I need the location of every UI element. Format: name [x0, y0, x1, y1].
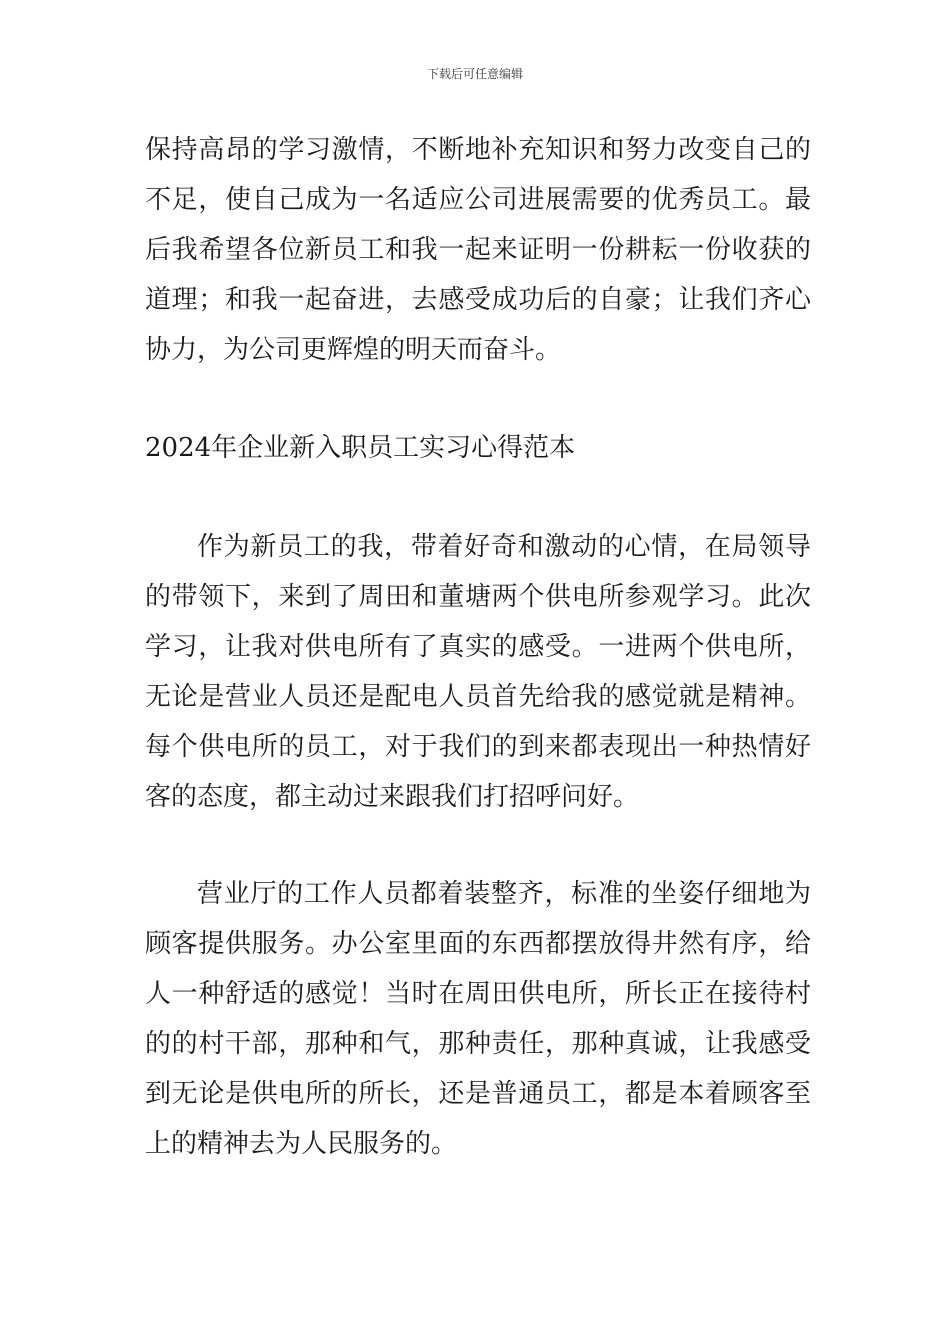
text-line: 每个供电所的员工，对于我们的到来都表现出一种热情好 [145, 732, 811, 762]
text-line: 不足，使自己成为一名适应公司进展需要的优秀员工。最 [145, 185, 811, 215]
page-header-note: 下载后可任意编辑 [426, 67, 523, 81]
text-line: 作为新员工的我，带着好奇和激动的心情，在局领导 [197, 532, 811, 562]
text-line: 道理；和我一起奋进，去感受成功后的自豪；让我们齐心 [145, 285, 811, 315]
text-line: 的带领下，来到了周田和董塘两个供电所参观学习。此次 [145, 582, 811, 612]
paragraph-service-hall [145, 869, 811, 1169]
text-line: 学习，让我对供电所有了真实的感受。一进两个供电所， [145, 632, 811, 662]
text-line: 上的精神去为人民服务的。 [145, 1129, 458, 1159]
text-line: 人一种舒适的感觉！当时在周田供电所，所长正在接待村 [145, 979, 811, 1009]
text-line: 客的态度，都主动过来跟我们打招呼问好。 [145, 782, 640, 812]
text-line: 顾客提供服务。办公室里面的东西都摆放得井然有序，给 [145, 929, 811, 959]
text-line: 协力，为公司更辉煌的明天而奋斗。 [145, 335, 562, 365]
text-line: 无论是营业人员还是配电人员首先给我的感觉就是精神。 [145, 682, 811, 712]
text-line: 营业厅的工作人员都着装整齐，标准的坐姿仔细地为 [197, 879, 811, 909]
paragraph-conclusion [145, 125, 811, 375]
section-title: 2024年企业新入职员工实习心得范本 [145, 433, 576, 463]
paragraph-visit [145, 522, 811, 822]
text-line: 的的村干部，那种和气，那种责任，那种真诚，让我感受 [145, 1029, 811, 1059]
text-line: 到无论是供电所的所长，还是普通员工，都是本着顾客至 [145, 1079, 811, 1109]
text-line: 后我希望各位新员工和我一起来证明一份耕耘一份收获的 [145, 235, 811, 265]
section-title-block [145, 423, 811, 473]
text-line: 保持高昂的学习激情，不断地补充知识和努力改变自己的 [145, 135, 811, 165]
